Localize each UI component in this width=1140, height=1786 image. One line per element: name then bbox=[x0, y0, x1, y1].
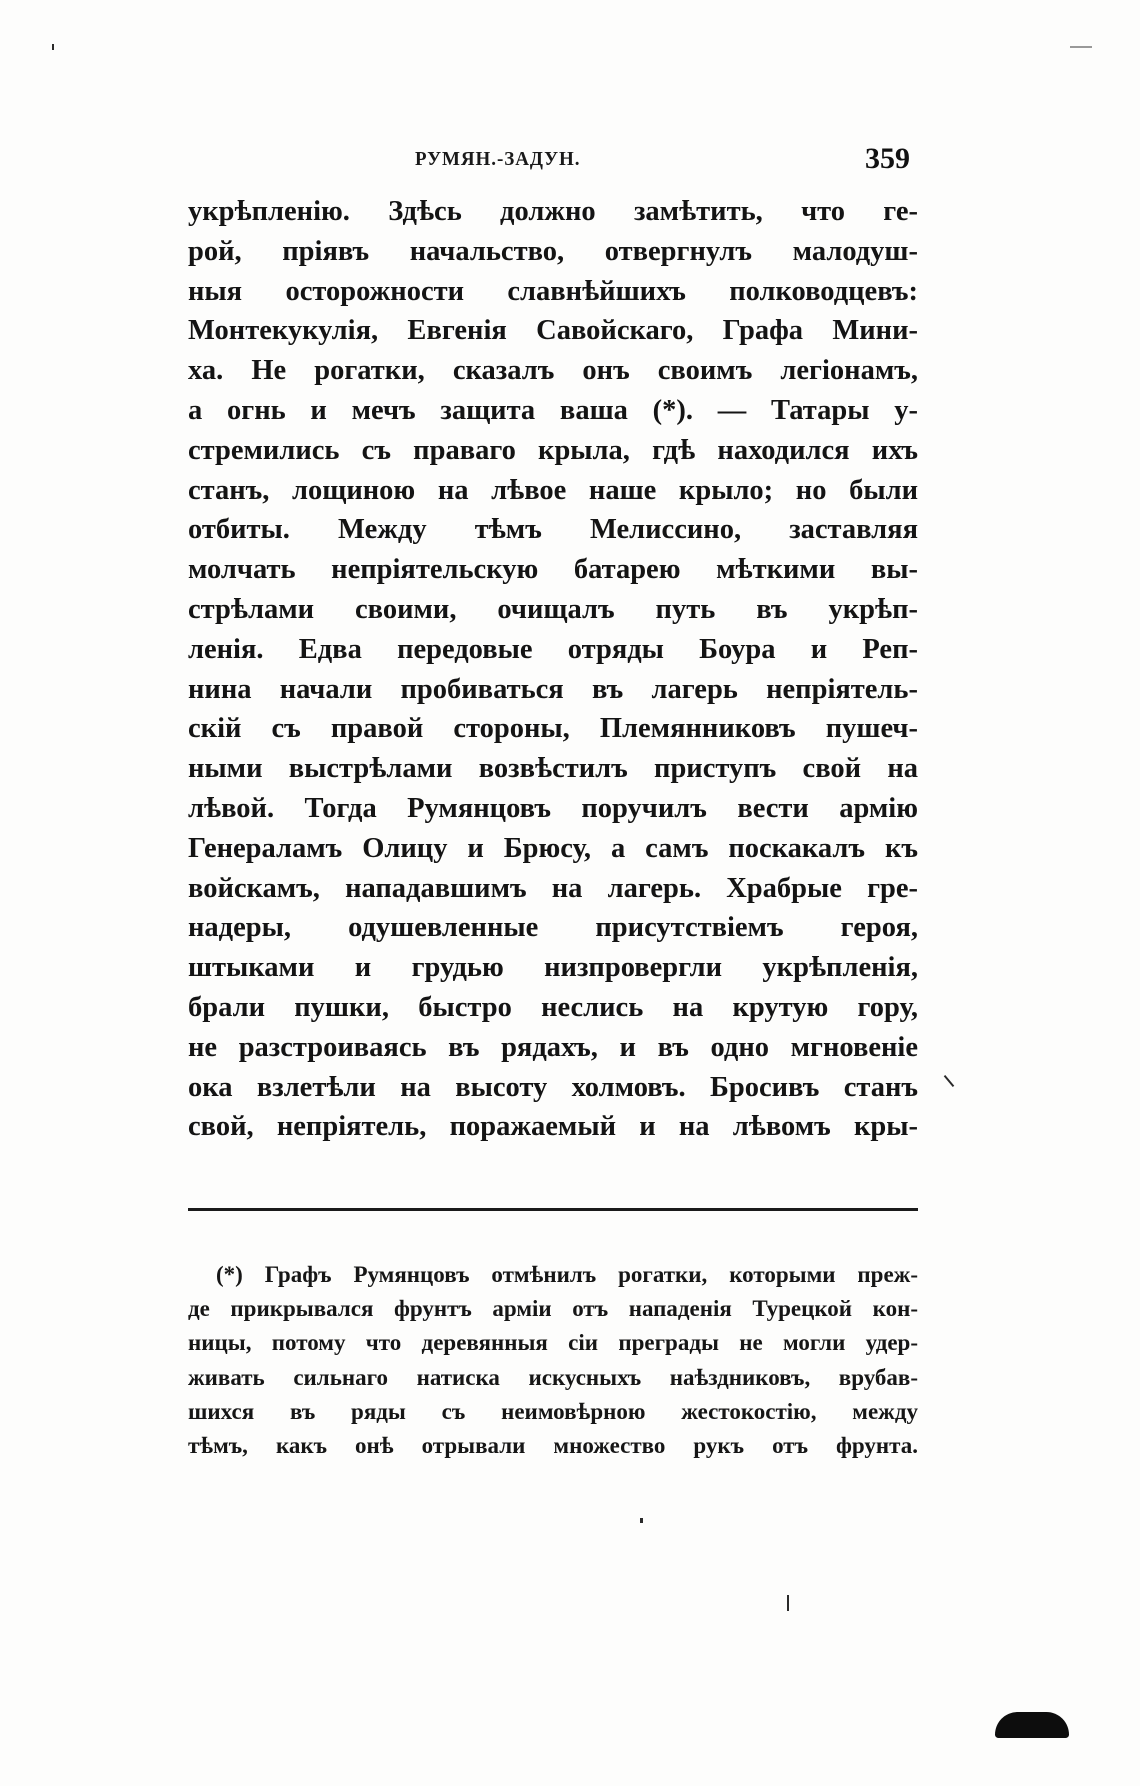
text-line: лѣвой. Тогда Румянцовъ поручилъ вести армію bbox=[188, 792, 918, 824]
text-line: станъ, лощиною на лѣвое наше крыло; но были bbox=[188, 474, 918, 506]
text-line: стремились съ праваго крыла, гдѣ находился ихъ bbox=[188, 434, 918, 466]
text-line: ленія. Едва передовые отряды Боура и Реп- bbox=[188, 633, 918, 665]
text-line: войскамъ, нападавшимъ на лагерь. Храбрые гре- bbox=[188, 872, 918, 904]
text-line: штыками и грудью низпровергли укрѣпленія, bbox=[188, 952, 918, 984]
text-line: молчать непріятельскую батарею мѣткими вы- bbox=[188, 554, 918, 586]
footnote-line: де прикрывался фрунтъ арміи отъ нападенія Турецкой кон- bbox=[188, 1296, 918, 1322]
footnote-line: ницы, потому что деревянныя сіи преграды не могли удер- bbox=[188, 1330, 918, 1356]
text-line: не разстроиваясь въ рядахъ, и въ одно мгновеніе bbox=[188, 1031, 918, 1063]
page-number: 359 bbox=[865, 142, 910, 175]
text-line: ныя осторожности славнѣйшихъ полководцевъ: bbox=[188, 275, 918, 307]
scan-speck bbox=[1070, 46, 1092, 48]
text-line: отбиты. Между тѣмъ Мелиссино, заставляя bbox=[188, 514, 918, 546]
text-line: ными выстрѣлами возвѣстилъ приступъ свой на bbox=[188, 753, 918, 785]
footnote-line: (*) Графъ Румянцовъ отмѣнилъ рогатки, которыми преж- bbox=[216, 1262, 918, 1287]
scan-speck bbox=[787, 1595, 789, 1611]
footnote-rule bbox=[188, 1208, 918, 1211]
scan-speck bbox=[640, 1518, 643, 1523]
text-line: укрѣпленію. Здѣсь должно замѣтить, что ге- bbox=[188, 196, 918, 227]
text-line: нина начали пробиваться въ лагерь непріятель- bbox=[188, 673, 918, 705]
text-line: ока взлетѣли на высоту холмовъ. Бросивъ станъ bbox=[188, 1071, 918, 1103]
footnote bbox=[188, 1258, 918, 1463]
text-line: скій съ правой стороны, Племянниковъ пушеч- bbox=[188, 713, 918, 745]
text-line: Монтекукулія, Евгенія Савойскаго, Графа Мини- bbox=[188, 315, 918, 347]
footnote-line: шихся въ ряды съ неимовѣрною жестокостію, между bbox=[188, 1398, 918, 1424]
running-title: РУМЯН.-ЗАДУН. bbox=[415, 148, 581, 170]
ink-blot bbox=[995, 1712, 1069, 1738]
text-line: Генераламъ Олицу и Брюсу, а самъ поскакалъ къ bbox=[188, 832, 918, 864]
text-line: свой, непріятель, поражаемый и на лѣвомъ кры- bbox=[188, 1111, 918, 1143]
scan-speck bbox=[52, 44, 54, 50]
text-line: ха. Не рогатки, сказалъ онъ своимъ легіонамъ, bbox=[188, 355, 918, 387]
text-line: надеры, одушевленные присутствіемъ героя, bbox=[188, 912, 918, 944]
footnote-line: тѣмъ, какъ онѣ отрывали множество рукъ отъ фрунта. bbox=[188, 1432, 918, 1458]
text-line: рой, пріявъ начальство, отвергнулъ малодуш- bbox=[188, 235, 918, 267]
footnote-line: живать сильнаго натиска искусныхъ наѣздниковъ, врубав- bbox=[188, 1364, 918, 1390]
main-text bbox=[188, 192, 918, 1147]
text-line: брали пушки, быстро неслись на крутую гору, bbox=[188, 991, 918, 1023]
text-line: стрѣлами своими, очищалъ путь въ укрѣп- bbox=[188, 593, 918, 625]
text-line: а огнь и мечъ защита ваша (*). — Татары у- bbox=[188, 394, 918, 426]
